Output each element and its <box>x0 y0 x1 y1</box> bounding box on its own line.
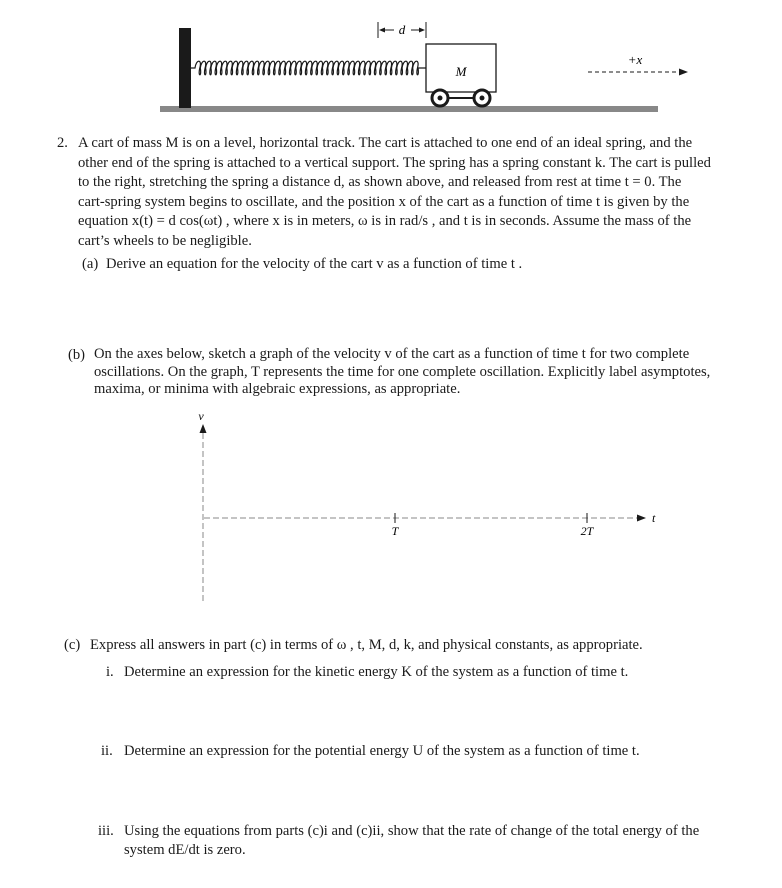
part-c-iii-line: Using the equations from parts (c)i and (c)ii, show that the rate of change of the total energy of the <box>124 823 700 839</box>
vertical-support <box>179 28 191 108</box>
part-c-ii-label: ii. <box>101 743 113 759</box>
stem-line: equation x(t) = d cos(ωt) , where x is in meters, ω is in rad/s , and t is in seconds. Assume the mass of the <box>78 213 692 229</box>
stem-line: cart’s wheels to be negligible. <box>78 232 252 249</box>
tick-T-label: T <box>391 524 399 538</box>
y-axis-arrowhead <box>200 424 207 433</box>
cart-mass-label: M <box>455 64 467 79</box>
part-c-iii-label: iii. <box>98 823 114 839</box>
part-a-label: (a) <box>82 256 99 272</box>
part-c-i-text: Determine an expression for the kinetic energy K of the system as a function of time t. <box>124 664 629 680</box>
tick-2T-label: 2T <box>580 524 594 538</box>
part-b-line: On the axes below, sketch a graph of the velocity v of the cart as a function of time t for two complete <box>94 346 690 362</box>
d-arrowhead-right <box>419 28 425 33</box>
cart-wheel-right <box>474 90 490 106</box>
part-b-line: maxima, or minima with algebraic expressions, as appropriate. <box>94 381 461 397</box>
stem-line: other end of the spring is attached to a vertical support. The spring has a spring constant k. The cart is pulled <box>78 154 711 171</box>
part-a-text: Derive an equation for the velocity of the cart v as a function of time t . <box>106 256 523 272</box>
part-c-label: (c) <box>64 637 81 653</box>
stem-line: cart-spring system begins to oscillate, and the position x of the cart as a function of time t is given by the <box>78 193 690 210</box>
cart-wheel-left <box>432 90 448 106</box>
question-stem <box>78 134 778 251</box>
part-c-ii-text: Determine an expression for the potential energy U of the system as a function of time t. <box>124 743 640 759</box>
part-c-i-label: i. <box>106 664 114 680</box>
x-axis-label: t <box>652 511 656 525</box>
y-axis-label: v <box>198 409 204 423</box>
part-c-text: Express all answers in part (c) in terms of ω , t, M, d, k, and physical constants, as appropriate. <box>90 637 643 653</box>
velocity-sketch-axes <box>0 400 782 610</box>
direction-arrowhead <box>679 69 688 76</box>
spring-cart-figure <box>0 0 782 120</box>
x-axis-arrowhead <box>637 515 646 522</box>
part-b-label: (b) <box>68 347 86 363</box>
stem-line: to the right, stretching the spring a distance d, as shown above, and released from rest at time t = 0. The <box>78 174 682 190</box>
direction-label: +x <box>627 52 643 67</box>
horizontal-track <box>160 106 658 112</box>
part-b-line: oscillations. On the graph, T represents the time for one complete oscillation. Explicitly label asymptotes, <box>94 363 711 380</box>
part-c-iii-text <box>124 822 774 859</box>
stem-line: A cart of mass M is on a level, horizontal track. The cart is attached to one end of an ideal spring, and the <box>78 135 693 151</box>
part-b-text <box>94 346 774 399</box>
d-label: d <box>398 22 406 37</box>
spring <box>191 61 426 75</box>
question-number: 2. <box>57 135 68 151</box>
d-arrowhead-left <box>379 28 385 33</box>
part-c-iii-line: system dE/dt is zero. <box>124 841 246 858</box>
